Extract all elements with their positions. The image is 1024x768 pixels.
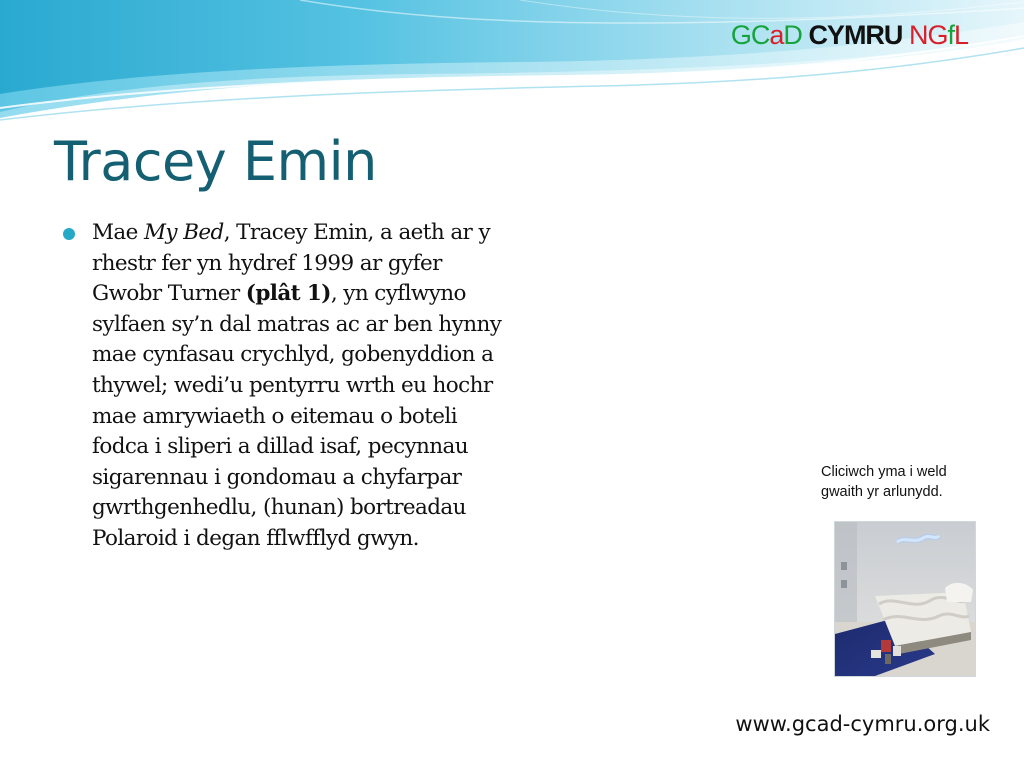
gcad-cymru-logo — [731, 20, 968, 51]
my-bed-artwork-thumbnail[interactable] — [834, 521, 976, 677]
text-run: Mae — [92, 220, 144, 245]
logo-text-gc: GC — [730, 20, 770, 50]
logo-text-a: a — [769, 20, 784, 50]
logo-text-d: D — [783, 20, 802, 50]
logo-text-cymru: CYMRU — [808, 20, 903, 50]
logo-text-l: L — [953, 20, 968, 50]
footer-website-url[interactable]: www.gcad-cymru.org.uk — [735, 712, 990, 736]
bullet-list — [60, 218, 510, 555]
artwork-title: My Bed — [144, 220, 224, 245]
text-run: , yn cyflwyno sylfaen sy’n dal matras ac ar ben hynny mae cynfasau crychlyd, gobenyddion a thywel; wedi’u pentyrru wrth eu hochr mae amrywiaeth o eitemau o boteli fodca i sliperi a dillad isaf, pecynnau sigarennau i gondomau a chyfarpar gwrthgenhedlu, (hunan) bortreadau Polaroid i degan fflwfflyd gwyn. — [92, 281, 502, 551]
artwork-link-caption[interactable]: Cliciwch yma i weld gwaith yr arlunydd. — [821, 464, 947, 500]
logo-text-ng: NG — [908, 20, 948, 50]
bullet-icon — [63, 228, 75, 240]
text-run: , Tracey Emin, a aeth ar y rhestr fer yn hydref 1999 ar gyfer Gwobr Turner — [92, 220, 491, 307]
plate-reference: (plât 1) — [245, 281, 331, 307]
slide-title: Tracey Emin — [54, 130, 377, 193]
bullet-paragraph — [92, 218, 510, 555]
logo-text-f: f — [947, 20, 954, 50]
